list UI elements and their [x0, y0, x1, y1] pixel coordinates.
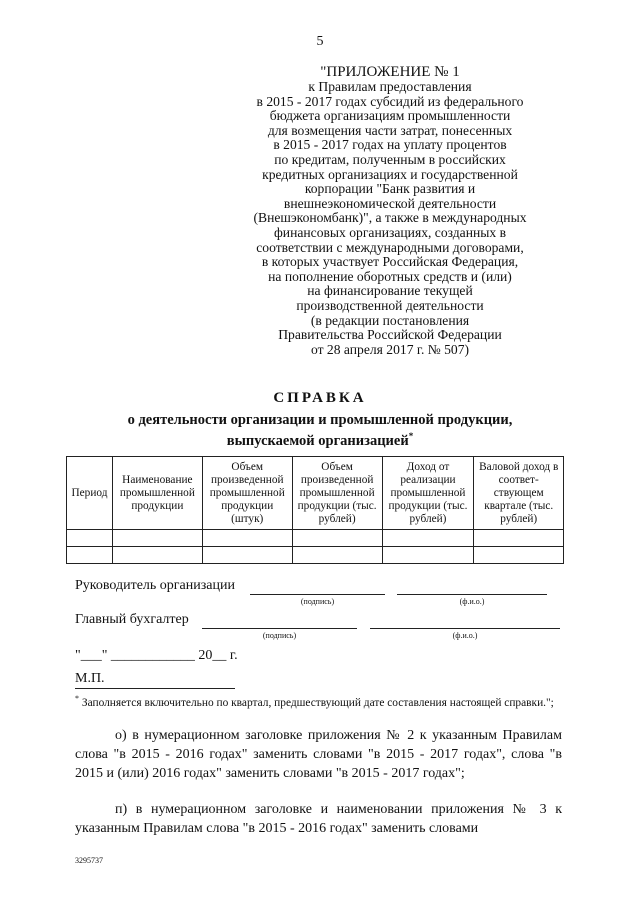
header-sales-income: Доход от реализации промышленной продукции (тыс. рублей)	[382, 457, 474, 530]
table-cell	[112, 547, 202, 564]
paragraph-o: о) в нумерационном заголовке приложения № 2 к указанным Правилам слова "в 2015 - 2016 годах" заменить словами "в 2015 - 2017 годах", слова "в 2015 и (или) 2016 годах" заменить словами "в 2015 - 2017 годах";	[75, 728, 562, 781]
head-signature-line[interactable]	[250, 594, 385, 595]
appendix-line: по кредитам, полученным в российских	[274, 151, 506, 167]
head-name-line[interactable]	[397, 594, 547, 595]
appendix-line: производственной деятельности	[296, 297, 484, 313]
appendix-line: кредитных организациях и государственной	[262, 166, 518, 182]
accountant-name-line[interactable]	[370, 628, 560, 629]
appendix-line: от 28 апреля 2017 г. № 507)	[310, 341, 470, 357]
appendix-line: в 2015 - 2017 годах субсидий из федерального	[256, 93, 524, 109]
appendix-line: финансовых организациях, созданных в	[274, 224, 506, 240]
head-signature-caption: (подпись)	[300, 597, 335, 606]
document-title: СПРАВКА	[273, 390, 367, 406]
appendix-line: соответствии с международными договорами,	[256, 239, 524, 255]
table-cell	[202, 530, 292, 547]
table-cell	[67, 530, 113, 547]
appendix-line: (Внешэкономбанк)", а также в международных	[253, 210, 527, 226]
appendix-line: на пополнение оборотных средств и (или)	[268, 268, 512, 284]
appendix-line: (в редакции постановления	[310, 312, 470, 328]
appendix-header	[250, 64, 530, 357]
header-product-name: Наименование промышленной продукции	[112, 457, 202, 530]
accountant-signature-label: Главный бухгалтер	[75, 612, 189, 627]
stamp-place: М.П.	[75, 671, 105, 686]
date-line: "___" ____________ 20__ г.	[75, 648, 238, 663]
table-cell	[382, 530, 474, 547]
table-cell	[292, 530, 382, 547]
table-cell	[112, 530, 202, 547]
subtitle-line-1: о деятельности организации и промышленной продукции,	[127, 412, 513, 428]
appendix-line: в 2015 - 2017 годах на уплату процентов	[273, 137, 507, 153]
head-signature-label: Руководитель организации	[75, 578, 235, 593]
table-cell	[292, 547, 382, 564]
appendix-line: Правительства Российской Федерации	[278, 327, 502, 343]
appendix-line: к Правилам предоставления	[308, 79, 472, 94]
table-row	[67, 530, 564, 547]
table-cell	[474, 530, 564, 547]
appendix-line: корпорации "Банк развития и	[304, 181, 476, 197]
appendix-line: бюджета организациям промышленности	[269, 108, 511, 124]
header-volume-units: Объем произведенной промышленной продукции (штук)	[202, 457, 292, 530]
table-header-row	[67, 457, 564, 530]
accountant-name-caption: (ф.и.о.)	[452, 631, 478, 640]
footnote	[75, 692, 565, 710]
table-row	[67, 547, 564, 564]
appendix-line: для возмещения части затрат, понесенных	[267, 122, 513, 138]
table-cell	[382, 547, 474, 564]
appendix-line: в которых участвует Российская Федерация,	[261, 254, 519, 270]
table-cell	[202, 547, 292, 564]
appendix-line: "ПРИЛОЖЕНИЕ № 1	[320, 64, 460, 80]
document-id: 3295737	[75, 856, 103, 865]
table-cell	[67, 547, 113, 564]
footnote-divider	[75, 688, 235, 689]
accountant-signature-line[interactable]	[202, 628, 357, 629]
header-period: Период	[67, 457, 113, 530]
document-subtitle	[0, 412, 640, 449]
page-number: 5	[316, 34, 324, 49]
subtitle-line-2: выпускаемой организацией	[226, 432, 409, 449]
header-gross-income: Валовой доход в соответ- ствующем квартале (тыс. рублей)	[474, 457, 564, 530]
appendix-line: на финансирование текущей	[307, 283, 473, 299]
report-table	[66, 456, 564, 564]
appendix-line: внешнеэкономической деятельности	[283, 195, 497, 211]
footnote-marker: *	[408, 431, 414, 441]
table-cell	[474, 547, 564, 564]
header-volume-rubles: Объем произведенной промышленной продукции (тыс. рублей)	[292, 457, 382, 530]
paragraph-p: п) в нумерационном заголовке и наименовании приложения № 3 к указанным Правилам слова "в 2015 - 2016 годах" заменить словами	[75, 802, 562, 836]
footnote-mark: *	[75, 694, 79, 703]
accountant-signature-caption: (подпись)	[262, 631, 297, 640]
footnote-text: Заполняется включительно по квартал, предшествующий дате составления настоящей справки.";	[81, 696, 554, 709]
head-name-caption: (ф.и.о.)	[459, 597, 485, 606]
